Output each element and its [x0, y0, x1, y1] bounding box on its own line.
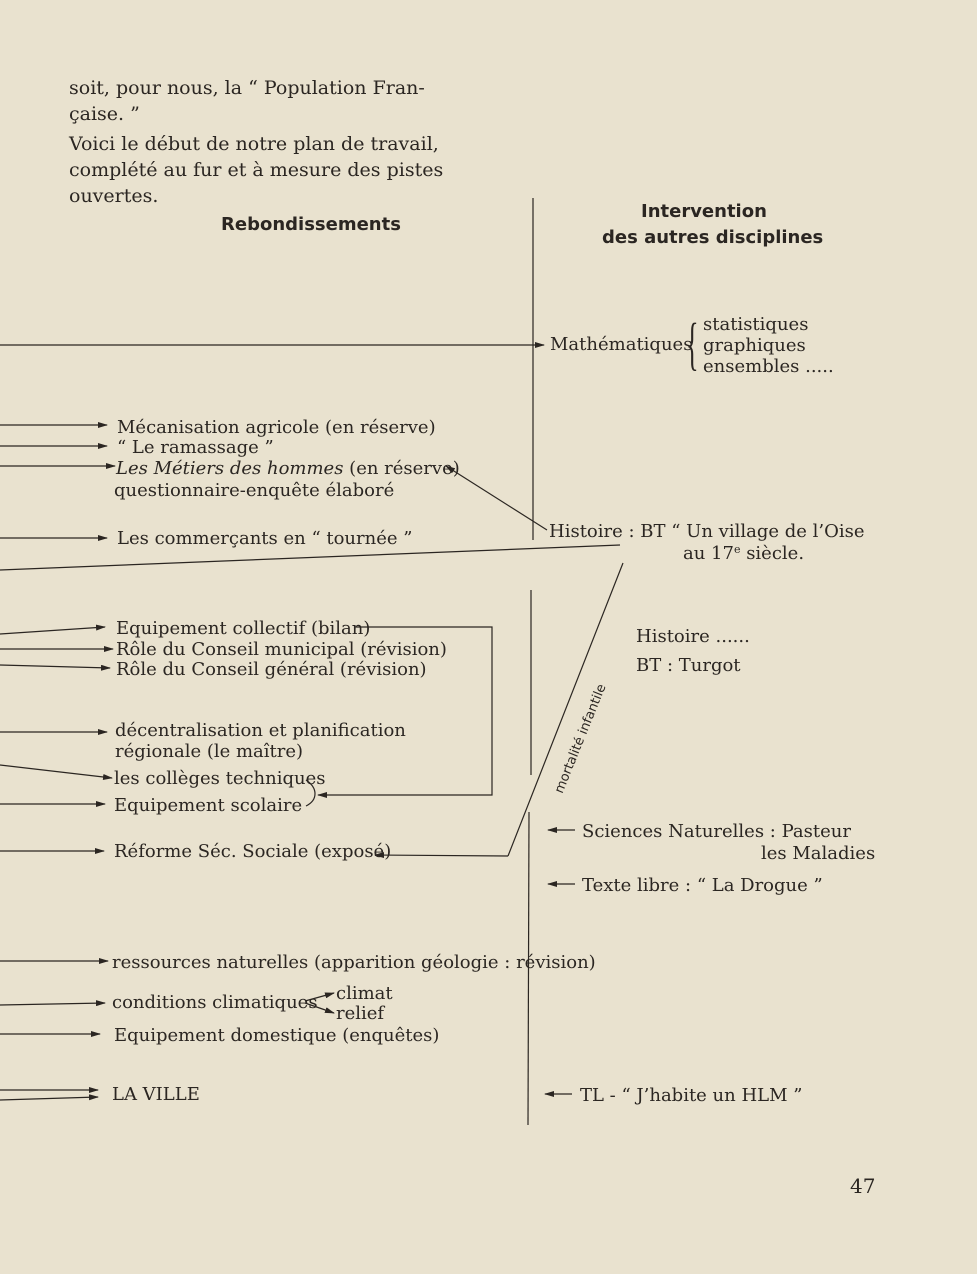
siecle-sup: e	[733, 543, 741, 556]
item-siecle	[683, 543, 804, 564]
siecle-pre: au 17	[683, 543, 734, 564]
item-maladies: les Maladies	[761, 843, 876, 864]
item-role-municipal: Rôle du Conseil municipal (révision)	[116, 639, 447, 660]
item-mecanisation: Mécanisation agricole (en réserve)	[117, 417, 436, 438]
intro-line-5: ouvertes.	[69, 185, 159, 207]
item-equipement-scolaire: Equipement scolaire	[114, 795, 303, 816]
item-commercants: Les commerçants en “ tournée ”	[117, 528, 413, 549]
page-number: 47	[850, 1174, 876, 1198]
intro-line-4: complété au fur et à mesure des pistes	[69, 159, 444, 181]
header-intervention: Intervention	[641, 201, 767, 222]
item-sciences-naturelles: Sciences Naturelles : Pasteur	[582, 821, 851, 842]
item-questionnaire: questionnaire-enquête élaboré	[114, 480, 395, 501]
item-equipement-collectif: Equipement collectif (bilan)	[116, 618, 371, 639]
item-ramassage: “ Le ramassage ”	[117, 437, 274, 458]
brace-symbol: {	[686, 311, 699, 376]
item-metiers	[116, 458, 460, 479]
label-mortalite-infantile: mortalité infantile	[552, 682, 610, 796]
header-autres-disciplines: des autres disciplines	[602, 227, 824, 248]
intro-line-1: soit, pour nous, la “ Population Fran-	[69, 77, 425, 99]
item-regionale: régionale (le maître)	[115, 741, 304, 762]
item-ressources: ressources naturelles (apparition géologie : révision)	[112, 952, 596, 973]
intro-line-2: çaise. ”	[69, 103, 140, 125]
item-decentralisation: décentralisation et planification	[115, 720, 406, 741]
item-ensembles: ensembles .....	[703, 356, 834, 377]
item-equipement-domestique: Equipement domestique (enquêtes)	[114, 1025, 440, 1046]
item-histoire-2: Histoire ......	[636, 626, 750, 647]
siecle-post: siècle.	[740, 543, 805, 564]
item-reforme: Réforme Séc. Sociale (exposé)	[114, 841, 392, 862]
item-colleges: les collèges techniques	[114, 768, 326, 789]
intro-line-3: Voici le début de notre plan de travail,	[69, 133, 439, 155]
item-relief: relief	[336, 1003, 385, 1024]
item-texte-libre: Texte libre : “ La Drogue ”	[582, 875, 823, 896]
item-statistiques: statistiques	[703, 314, 809, 335]
item-metiers-note: (en réserve)	[343, 458, 460, 479]
item-turgot: BT : Turgot	[636, 655, 741, 676]
item-climat: climat	[336, 983, 393, 1004]
header-rebondissements: Rebondissements	[221, 214, 401, 235]
item-conditions: conditions climatiques	[112, 992, 318, 1013]
item-mathematiques: Mathématiques	[550, 334, 693, 355]
item-tl-hlm: TL - “ J’habite un HLM ”	[580, 1085, 803, 1106]
item-metiers-title: Les Métiers des hommes	[116, 458, 344, 479]
item-role-general: Rôle du Conseil général (révision)	[116, 659, 427, 680]
item-la-ville: LA VILLE	[112, 1084, 200, 1105]
item-histoire-bt: Histoire : BT “ Un village de l’Oise	[549, 521, 865, 542]
item-graphiques: graphiques	[703, 335, 806, 356]
